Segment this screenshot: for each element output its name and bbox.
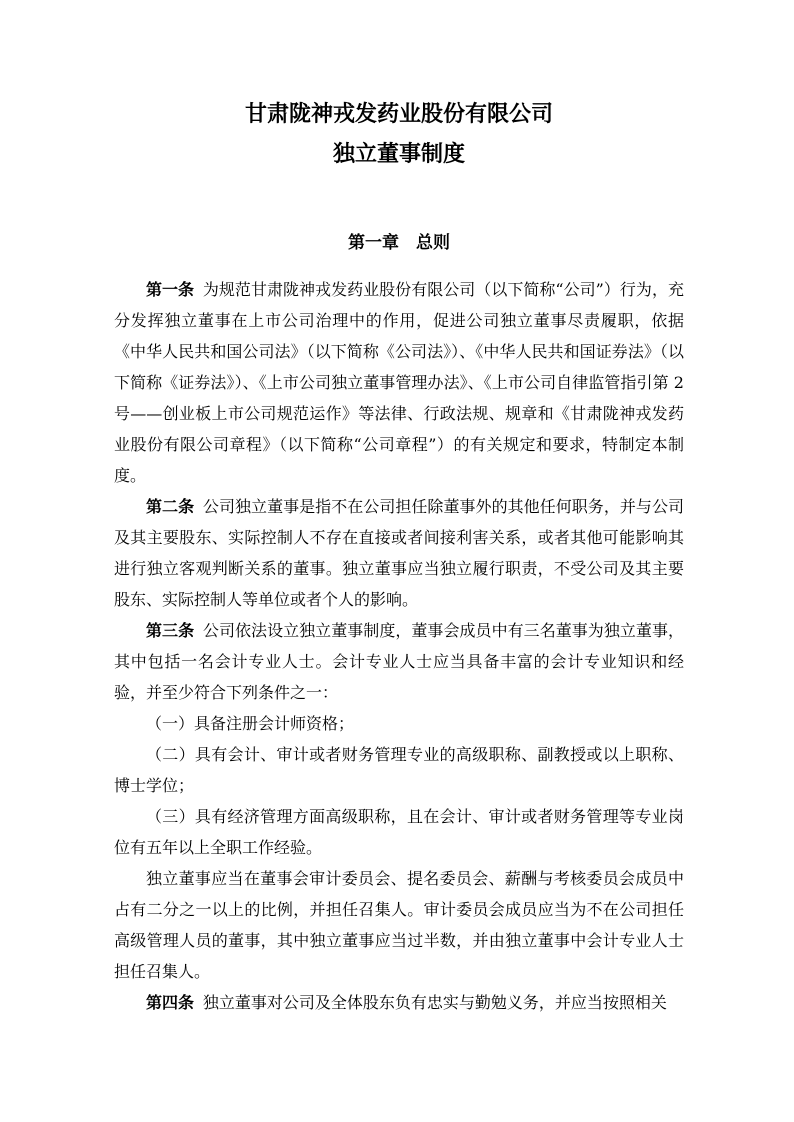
paragraph-article-4: [114, 987, 684, 1018]
document-body: [114, 274, 684, 1018]
article-label: 第四条: [146, 993, 195, 1012]
document-subtitle: 独立董事制度: [332, 141, 465, 167]
list-item-2: [114, 739, 684, 801]
paragraph-text: （三）具有经济管理方面高级职称，且在会计、审计或者财务管理等专业岗位有五年以上全职工作经验。: [114, 807, 684, 857]
article-label: 第三条: [146, 621, 195, 640]
paragraph-text: 独立董事对公司及全体股东负有忠实与勤勉义务，并应当按照相关: [202, 993, 667, 1012]
paragraph-text: （一）具备注册会计师资格；: [146, 714, 355, 733]
list-item-1: [114, 708, 684, 739]
paragraph-text: 公司独立董事是指不在公司担任除董事外的其他任何职务，并与公司及其主要股东、实际控制人不存在直接或者间接利害关系，或者其他可能影响其进行独立客观判断关系的董事。独立董事应当独立履行职责，不受公司及其主要股东、实际控制人等单位或者个人的影响。: [114, 497, 684, 609]
paragraph-committee: [114, 863, 684, 987]
article-label: 第二条: [146, 497, 195, 516]
document-title: 甘肃陇神戎发药业股份有限公司: [244, 101, 553, 127]
paragraph-text: （二）具有会计、审计或者财务管理专业的高级职称、副教授或以上职称、博士学位；: [114, 745, 684, 795]
paragraph-article-2: [114, 491, 684, 615]
chapter-heading: 第一章 总则: [348, 233, 450, 253]
list-item-3: [114, 801, 684, 863]
article-label: 第一条: [146, 280, 195, 299]
paragraph-article-1: [114, 274, 684, 491]
paragraph-article-3: [114, 615, 684, 708]
paragraph-text: 独立董事应当在董事会审计委员会、提名委员会、薪酬与考核委员会成员中占有二分之一以上的比例，并担任召集人。审计委员会成员应当为不在公司担任高级管理人员的董事，其中独立董事应当过半数，并由独立董事中会计专业人士担任召集人。: [114, 869, 684, 981]
paragraph-text: 为规范甘肃陇神戎发药业股份有限公司（以下简称“公司”）行为，充分发挥独立董事在上市公司治理中的作用，促进公司独立董事尽责履职，依据《中华人民共和国公司法》（以下简称《公司法》）、《中华人民共和国证券法》（以下简称《证券法》）、《上市公司独立董事管理办法》、《上市公司自律监管指引第 2 号——创业板上市公司规范运作》等法律、行政法规、规章和《甘肃陇神戎发药业股份有限公司章程》（以下简称“公司章程”）的有关规定和要求，特制定本制度。: [114, 280, 684, 485]
paragraph-text: 公司依法设立独立董事制度，董事会成员中有三名董事为独立董事，其中包括一名会计专业人士。会计专业人士应当具备丰富的会计专业知识和经验，并至少符合下列条件之一：: [114, 621, 684, 702]
